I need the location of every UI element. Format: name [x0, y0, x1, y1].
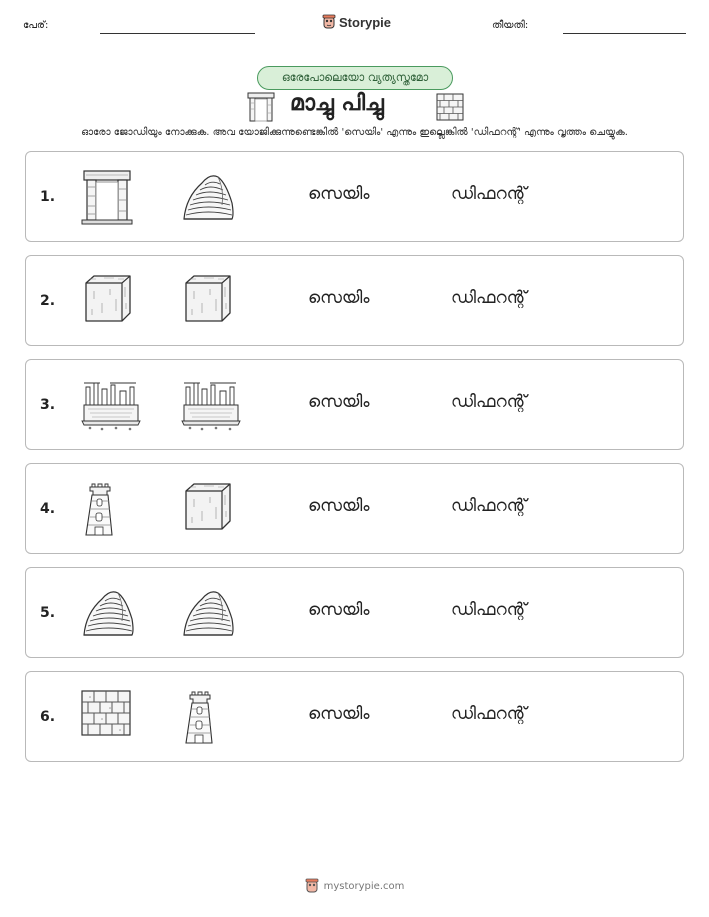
- terraced-hill-icon: [180, 585, 236, 645]
- stone-block-icon: [180, 273, 234, 327]
- option-different[interactable]: ഡിഫറന്റ്: [451, 496, 527, 516]
- option-same[interactable]: സെയിം: [308, 704, 370, 724]
- question-number: 2.: [40, 293, 56, 309]
- brand-logo: [322, 14, 391, 30]
- page-title: മാച്ചു പിച്ചു: [290, 91, 384, 116]
- instruction-text: ഓരോ ജോഡിയും നോക്കുക. അവ യോജിക്കുന്നുണ്ടെങ്കിൽ 'സെയിം' എന്നും ഇല്ലെങ്കിൽ 'ഡിഫറന്റ്' എന്നും വൃത്തം ചെയ്യുക.: [81, 127, 628, 138]
- ruins-plaza-icon: [180, 377, 242, 435]
- stone-tower-icon: [80, 481, 120, 541]
- name-line[interactable]: [100, 33, 255, 34]
- ruins-plaza-icon: [80, 377, 142, 435]
- worksheet-header: [0, 14, 709, 38]
- question-row: [25, 151, 684, 242]
- stone-tower-icon: [180, 689, 220, 749]
- question-number: 4.: [40, 501, 56, 517]
- question-row: [25, 359, 684, 450]
- stone-wall-icon: [436, 93, 464, 121]
- stone-block-icon: [180, 481, 234, 535]
- title-row: [0, 91, 709, 123]
- stone-wall-icon: [80, 689, 132, 741]
- storypie-mascot-icon: [322, 14, 336, 30]
- option-same[interactable]: സെയിം: [308, 288, 370, 308]
- topic-badge: ഒരേപോലെയോ വ്യത്യസ്തമോ: [257, 66, 453, 90]
- storypie-mascot-icon: [305, 878, 319, 894]
- question-row: [25, 671, 684, 762]
- question-number: 5.: [40, 605, 56, 621]
- footer: [0, 878, 709, 894]
- option-different[interactable]: ഡിഫറന്റ്: [451, 184, 527, 204]
- question-row: [25, 255, 684, 346]
- question-number: 3.: [40, 397, 56, 413]
- option-different[interactable]: ഡിഫറന്റ്: [451, 392, 527, 412]
- question-number: 1.: [40, 189, 56, 205]
- terraced-hill-icon: [80, 585, 136, 645]
- terraced-hill-icon: [180, 169, 236, 229]
- option-different[interactable]: ഡിഫറന്റ്: [451, 704, 527, 724]
- brand-name: Storypie: [339, 14, 392, 30]
- date-label: തീയതി:: [492, 20, 529, 31]
- footer-url: mystorypie.com: [323, 880, 405, 892]
- option-same[interactable]: സെയിം: [308, 392, 370, 412]
- option-different[interactable]: ഡിഫറന്റ്: [451, 288, 527, 308]
- option-same[interactable]: സെയിം: [308, 184, 370, 204]
- question-row: [25, 567, 684, 658]
- stone-gateway-icon: [80, 169, 134, 229]
- date-line[interactable]: [563, 33, 686, 34]
- stone-block-icon: [80, 273, 134, 327]
- question-row: [25, 463, 684, 554]
- question-number: 6.: [40, 709, 56, 725]
- option-same[interactable]: സെയിം: [308, 600, 370, 620]
- name-label: പേര്:: [23, 20, 49, 31]
- stone-gateway-icon: [246, 91, 276, 123]
- option-different[interactable]: ഡിഫറന്റ്: [451, 600, 527, 620]
- option-same[interactable]: സെയിം: [308, 496, 370, 516]
